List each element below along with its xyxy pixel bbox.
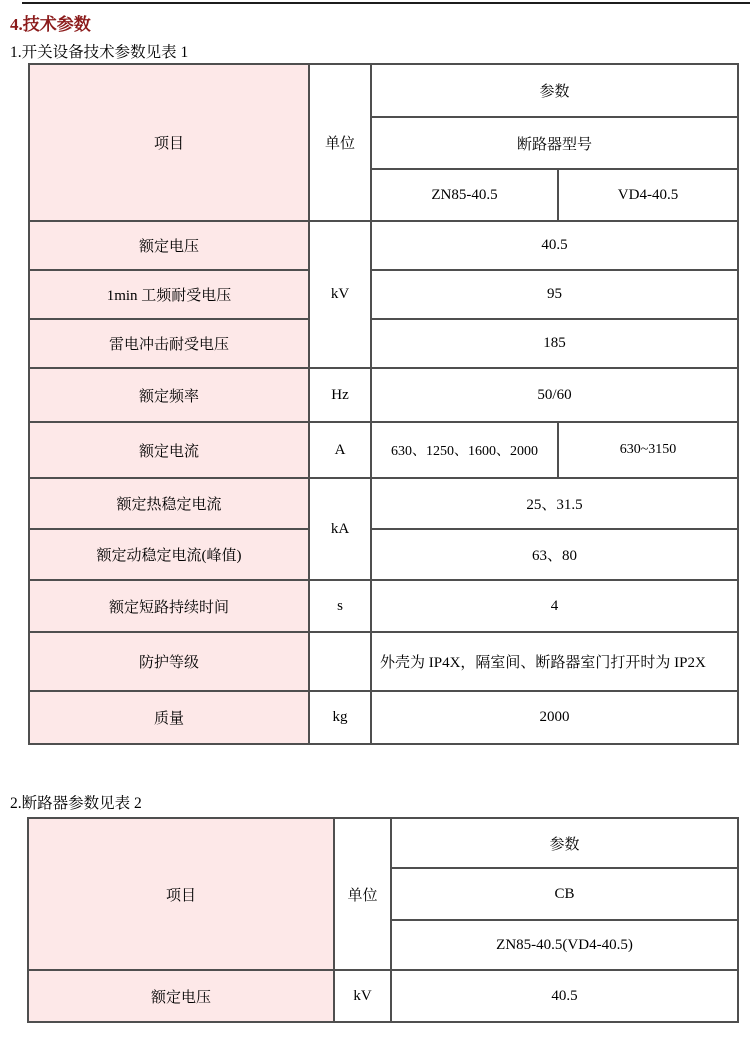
row-value-zn85: 630、1250、1600、2000 xyxy=(371,422,558,478)
row-value: 63、80 xyxy=(371,529,738,580)
row-unit: kg xyxy=(309,691,371,744)
row-value: 185 xyxy=(371,319,738,368)
table1-header-model-zn85: ZN85-40.5 xyxy=(371,169,558,221)
page-top-rule xyxy=(22,2,750,4)
row-item-label: 防护等级 xyxy=(29,632,309,691)
row-item-label: 1min 工频耐受电压 xyxy=(29,270,309,319)
table1-caption: 1.开关设备技术参数见表 1 xyxy=(10,44,189,61)
table-row xyxy=(29,270,738,319)
row-item-label: 额定短路持续时间 xyxy=(29,580,309,632)
row-value: 40.5 xyxy=(371,221,738,270)
table-row xyxy=(29,580,738,632)
row-item-label: 额定热稳定电流 xyxy=(29,478,309,529)
row-item-label: 额定电流 xyxy=(29,422,309,478)
row-item-label: 额定动稳定电流(峰值) xyxy=(29,529,309,580)
table-row xyxy=(29,632,738,691)
row-value: 50/60 xyxy=(371,368,738,422)
row-item-label: 额定电压 xyxy=(28,970,334,1022)
row-value: 95 xyxy=(371,270,738,319)
row-value: 40.5 xyxy=(391,970,738,1022)
section-heading: 4.技术参数 xyxy=(10,15,91,34)
table1-header-item: 项目 xyxy=(29,64,309,221)
row-item-label: 质量 xyxy=(29,691,309,744)
row-value-vd4: 630~3150 xyxy=(558,422,738,478)
table2-header-item: 项目 xyxy=(28,818,334,970)
table2-header-param: 参数 xyxy=(391,818,738,868)
circuit-breaker-parameters-table xyxy=(27,817,739,1023)
switchgear-parameters-table xyxy=(28,63,739,745)
table-row xyxy=(29,368,738,422)
table1-header-model-vd4: VD4-40.5 xyxy=(558,169,738,221)
table1-header-param: 参数 xyxy=(371,64,738,117)
row-unit: kA xyxy=(309,478,371,580)
table2-header-model: ZN85-40.5(VD4-40.5) xyxy=(391,920,738,970)
row-unit: kV xyxy=(334,970,391,1022)
table-row xyxy=(29,691,738,744)
row-value: 2000 xyxy=(371,691,738,744)
table-row xyxy=(28,970,738,1022)
row-value: 外壳为 IP4X，隔室间、断路器室门打开时为 IP2X xyxy=(371,632,738,691)
row-unit xyxy=(309,632,371,691)
table-row xyxy=(29,422,738,478)
table-row xyxy=(29,478,738,529)
row-item-label: 雷电冲击耐受电压 xyxy=(29,319,309,368)
row-unit: Hz xyxy=(309,368,371,422)
table2-caption: 2.断路器参数见表 2 xyxy=(10,795,142,812)
table-row xyxy=(29,319,738,368)
table1-header-unit: 单位 xyxy=(309,64,371,221)
row-value: 25、31.5 xyxy=(371,478,738,529)
table-row xyxy=(29,221,738,270)
row-unit: A xyxy=(309,422,371,478)
table-row xyxy=(29,529,738,580)
table1-header-model-label: 断路器型号 xyxy=(371,117,738,169)
row-value: 4 xyxy=(371,580,738,632)
row-unit: kV xyxy=(309,221,371,368)
table2-header-unit: 单位 xyxy=(334,818,391,970)
row-unit: s xyxy=(309,580,371,632)
row-item-label: 额定电压 xyxy=(29,221,309,270)
row-item-label: 额定频率 xyxy=(29,368,309,422)
table2-header-cb: CB xyxy=(391,868,738,920)
